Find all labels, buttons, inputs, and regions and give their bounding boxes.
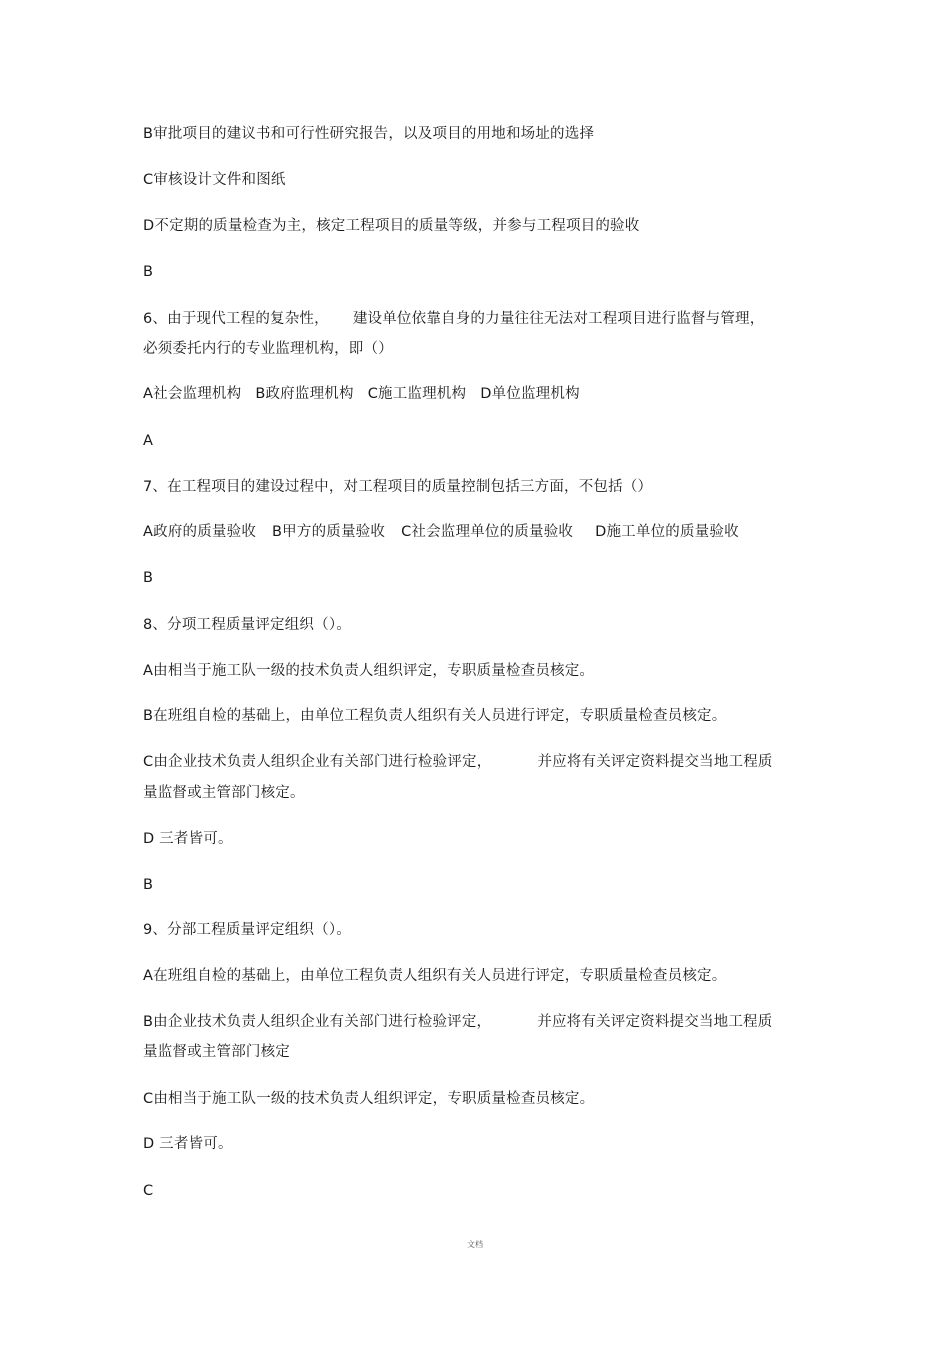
text: A bbox=[143, 433, 154, 449]
text: 6、由于现代工程的复杂性， bbox=[143, 311, 329, 327]
option-b: B政府监理机构 bbox=[255, 386, 354, 402]
text: D 三者皆可。 bbox=[143, 1136, 233, 1152]
option-c-q8 bbox=[143, 752, 773, 772]
option-a-q9 bbox=[143, 966, 726, 986]
option-d-q8 bbox=[143, 829, 233, 849]
answer-q8 bbox=[143, 875, 153, 895]
text: D不定期的质量检查为主，核定工程项目的质量等级，并参与工程项目的验收 bbox=[143, 218, 640, 234]
text: 并应将有关评定资料提交当地工程质 bbox=[537, 754, 773, 770]
option-b: B甲方的质量验收 bbox=[272, 524, 386, 540]
text: 并应将有关评定资料提交当地工程质 bbox=[537, 1014, 773, 1030]
text: 量监督或主管部门核定。 bbox=[143, 785, 305, 801]
options-q7 bbox=[143, 522, 739, 542]
text: B bbox=[143, 264, 154, 280]
text: B bbox=[143, 877, 154, 893]
option-d-q9 bbox=[143, 1134, 233, 1154]
option-b-q5 bbox=[143, 124, 594, 144]
option-a: A政府的质量验收 bbox=[143, 524, 257, 540]
option-c: C社会监理单位的质量验收 bbox=[401, 524, 574, 540]
text: B审批项目的建议书和可行性研究报告，以及项目的用地和场址的选择 bbox=[143, 126, 595, 142]
text: 8、分项工程质量评定组织（）。 bbox=[143, 617, 351, 633]
option-b-q9-cont bbox=[143, 1042, 290, 1062]
answer-q9 bbox=[143, 1181, 153, 1201]
option-d: D施工单位的质量验收 bbox=[595, 524, 739, 540]
question-6 bbox=[143, 309, 764, 329]
page-footer: 文档 bbox=[467, 1240, 483, 1249]
text: 9、分部工程质量评定组织（）。 bbox=[143, 922, 351, 938]
text: 7、在工程项目的建设过程中，对工程项目的质量控制包括三方面，不包括（） bbox=[143, 479, 653, 495]
option-d: D单位监理机构 bbox=[480, 386, 580, 402]
options-q6 bbox=[143, 384, 580, 404]
answer-q6 bbox=[143, 431, 153, 451]
question-9 bbox=[143, 920, 351, 940]
option-b-q8 bbox=[143, 706, 726, 726]
option-a-q8 bbox=[143, 661, 594, 681]
text: C审核设计文件和图纸 bbox=[143, 172, 286, 188]
text: 建设单位依靠自身的力量往往无法对工程项目进行监督与管理， bbox=[352, 311, 765, 327]
answer-q7 bbox=[143, 568, 153, 588]
text: D 三者皆可。 bbox=[143, 831, 233, 847]
text: A在班组自检的基础上，由单位工程负责人组织有关人员进行评定，专职质量检查员核定。 bbox=[143, 968, 727, 984]
text: 量监督或主管部门核定 bbox=[143, 1044, 290, 1060]
text: 必须委托内行的专业监理机构，即（） bbox=[143, 341, 393, 357]
answer-q5 bbox=[143, 262, 153, 282]
option-d-q5 bbox=[143, 216, 639, 236]
question-8 bbox=[143, 615, 351, 635]
option-a: A社会监理机构 bbox=[143, 386, 242, 402]
question-7 bbox=[143, 477, 652, 497]
option-c: C施工监理机构 bbox=[367, 386, 467, 402]
text: C由相当于施工队一级的技术负责人组织评定，专职质量检查员核定。 bbox=[143, 1091, 595, 1107]
question-6-cont bbox=[143, 339, 393, 359]
text: C由企业技术负责人组织企业有关部门进行检验评定， bbox=[143, 754, 492, 770]
option-c-q9 bbox=[143, 1089, 594, 1109]
option-c-q5 bbox=[143, 170, 286, 190]
text: B由企业技术负责人组织企业有关部门进行检验评定， bbox=[143, 1014, 492, 1030]
text: B在班组自检的基础上，由单位工程负责人组织有关人员进行评定，专职质量检查员核定。 bbox=[143, 708, 727, 724]
text: C bbox=[143, 1183, 154, 1199]
option-b-q9 bbox=[143, 1012, 772, 1032]
text: A由相当于施工队一级的技术负责人组织评定，专职质量检查员核定。 bbox=[143, 663, 595, 679]
text: B bbox=[143, 570, 154, 586]
option-c-q8-cont bbox=[143, 783, 305, 803]
